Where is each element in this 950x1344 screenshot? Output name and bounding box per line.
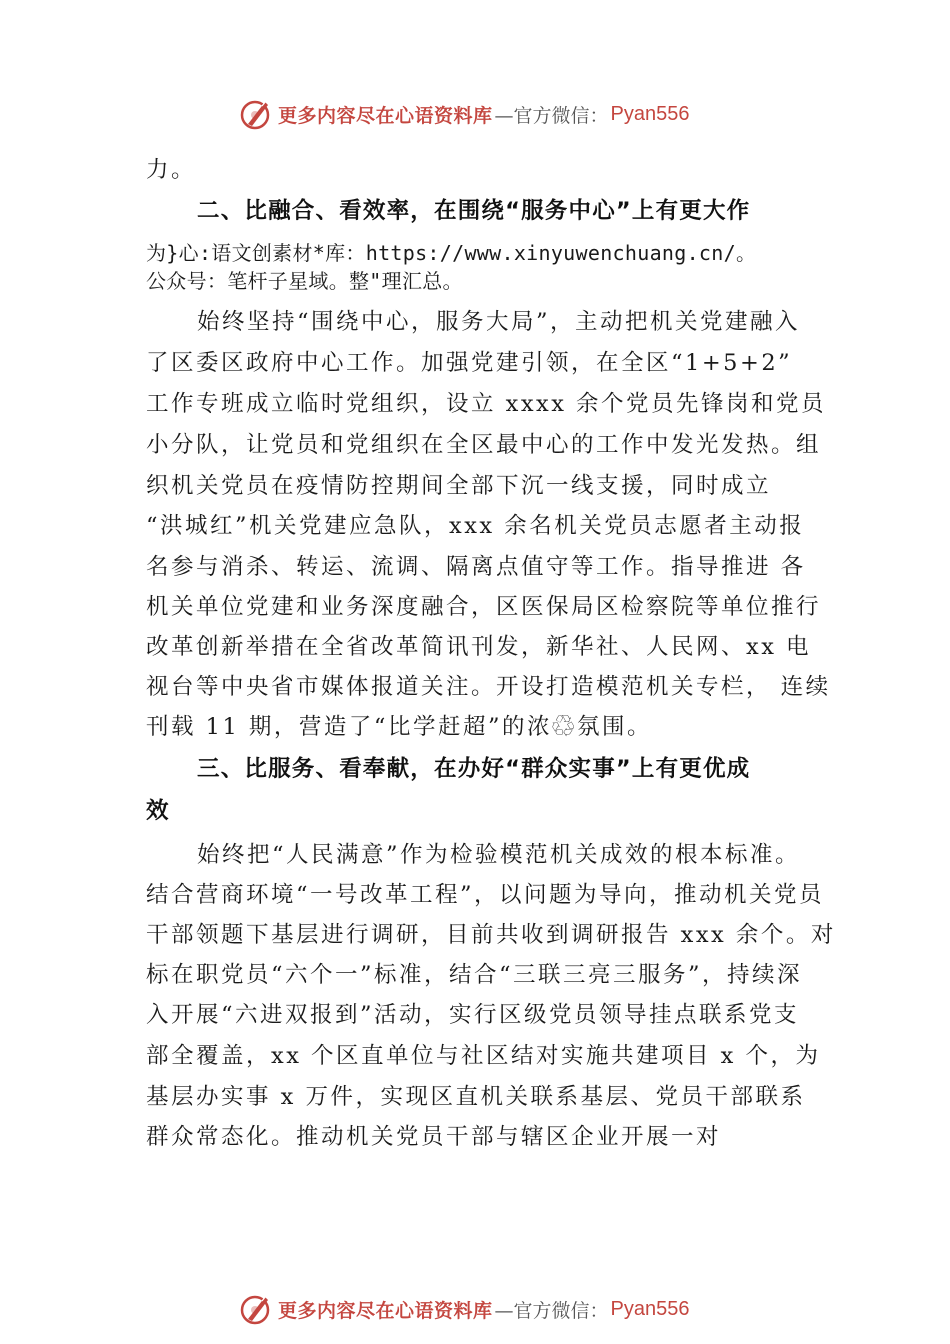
text-line: 力。 (146, 157, 197, 183)
section-heading-3: 三、比服务、看奉献，在办好“群众实事”上有更优成 (197, 756, 751, 782)
text-line: 改革创新举措在全省改革简讯刊发，新华社、人民网、xx 电 (146, 634, 812, 660)
text-line: 工作专班成立临时党组织，设立 xxxx 余个党员先锋岗和党员 (146, 391, 827, 417)
text-line: 干部领题下基层进行调研，目前共收到调研报告 xxx 余个。对 (146, 922, 836, 948)
section-heading-3-cont: 效 (146, 798, 170, 824)
text-line: 标在职党员“六个一”标准，结合“三联三亮三服务”，持续深 (146, 962, 803, 988)
text-line: “洪城红”机关党建应急队，xxx 余名机关党员志愿者主动报 (146, 513, 805, 539)
footer-banner (238, 1289, 690, 1329)
text-line: 名参与消杀、转运、流调、隔离点值守等工作。指导推进 各 (146, 554, 806, 580)
banner-official-text: —官方微信： (494, 104, 609, 127)
banner-wechat-id: Pyan556 (610, 1297, 690, 1320)
text-line: 织机关党员在疫情防控期间全部下沉一线支援，同时成立 (146, 473, 772, 499)
banner-brand-text: 更多内容尽在心语资料库 (278, 104, 493, 127)
text-line: 群众常态化。推动机关党员干部与辖区企业开展一对 (146, 1124, 722, 1150)
text-line: 部全覆盖，xx 个区直单位与社区结对实施共建项目 x 个，为 (146, 1043, 821, 1069)
text-line: 刊载 11 期，营造了“比学赶超”的浓♲氛围。 (146, 714, 652, 740)
paragraph-first-line: 始终坚持“围绕中心，服务大局”，主动把机关党建融入 (197, 309, 801, 335)
watermark-line: 公众号：笔杆子星域。整"理汇总。 (146, 269, 463, 293)
section-heading-2: 二、比融合、看效率，在围绕“服务中心”上有更大作 (197, 198, 751, 224)
text-line: 了区委区政府中心工作。加强党建引领，在全区“1+5+2” (146, 350, 793, 376)
text-line: 机关单位党建和业务深度融合，区医保局区检察院等单位推行 (146, 594, 822, 620)
quill-pen-logo-icon (238, 96, 274, 132)
text-line: 结合营商环境“一号改革工程”，以问题为导向，推动机关党员 (146, 882, 825, 908)
text-line: 小分队，让党员和党组织在全区最中心的工作中发光发热。组 (146, 432, 822, 458)
banner-brand-text: 更多内容尽在心语资料库 (278, 1299, 493, 1322)
text-line: 基层办实事 x 万件，实现区直机关联系基层、党员干部联系 (146, 1084, 806, 1110)
watermark-line: 为}心:语文创素材*库：https://www.xinyuwenchuang.cn/。 (146, 241, 757, 265)
quill-pen-logo-icon (238, 1291, 274, 1327)
header-banner (238, 94, 690, 134)
banner-official-text: —官方微信： (494, 1299, 609, 1322)
banner-wechat-id: Pyan556 (610, 102, 690, 125)
paragraph-first-line: 始终把“人民满意”作为检验模范机关成效的根本标准。 (197, 842, 801, 868)
text-line: 视台等中央省市媒体报道关注。开设打造模范机关专栏， 连续 (146, 674, 831, 700)
text-line: 入开展“六进双报到”活动，实行区级党员领导挂点联系党支 (146, 1002, 800, 1028)
